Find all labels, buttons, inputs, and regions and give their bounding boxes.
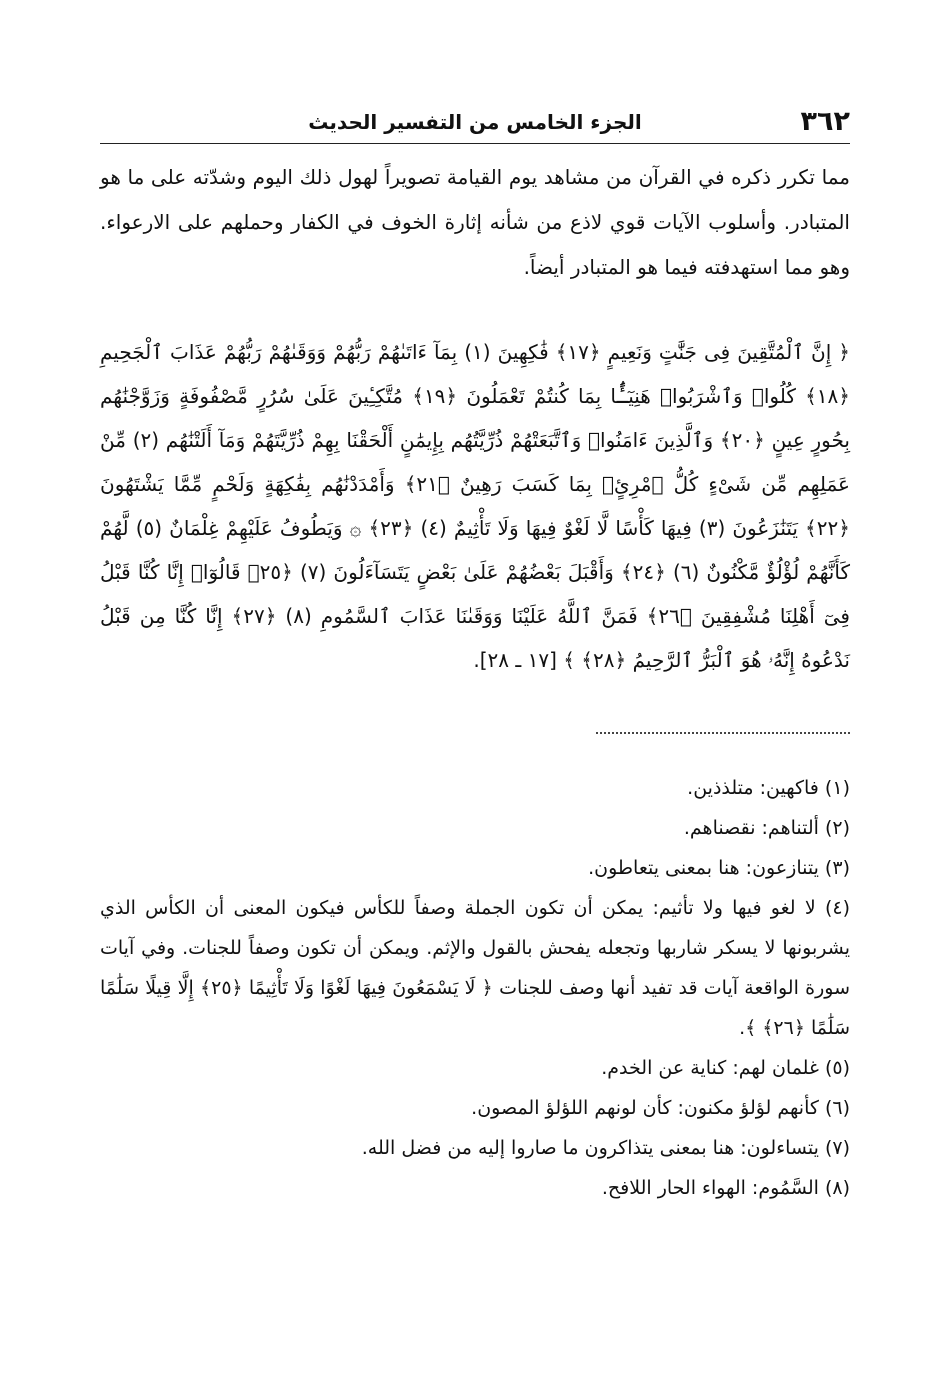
- intro-paragraph: مما تكرر ذكره في القرآن من مشاهد يوم القيامة تصويراً لهول ذلك اليوم وشدّته على ما هو المتبادر. وأسلوب الآيات قوي لاذع من شأنه إثارة الخوف في الكفار وحملهم على الارعواء. وهو مما استهدفته فيما هو المتبادر أيضاً.: [100, 165, 850, 279]
- quran-passage: [100, 330, 850, 682]
- footnote-2: (٢) ألتناهم: نقصناهم.: [683, 817, 850, 839]
- running-title: الجزء الخامس من التفسير الحديث: [308, 110, 642, 134]
- page-header: [100, 106, 850, 142]
- page-number: ٣٦٢: [800, 106, 850, 137]
- footnote-6: (٦) كأنهم لؤلؤ مكنون: كأن لونهم اللؤلؤ المصون.: [471, 1097, 850, 1119]
- quran-verses: ﴿ إِنَّ ٱلْمُتَّقِينَ فِى جَنَّٰتٍ وَنَعِيمٍ ﴿١٧﴾ فَٰكِهِينَ (١) بِمَآ ءَاتَىٰهُمْ رَبُّهُمْ وَوَقَىٰهُمْ رَبُّهُمْ عَذَابَ ٱلْجَحِيمِ ﴿١٨﴾ كُلُوا۟ وَٱشْرَبُوا۟ هَنِيٓـًٔۢا بِمَا كُنتُمْ تَعْمَلُونَ ﴿١٩﴾ مُتَّكِـِٔينَ عَلَىٰ سُرُرٍ مَّصْفُوفَةٍ وَزَوَّجْنَٰهُم بِحُورٍ عِينٍ ﴿٢٠﴾ وَٱلَّذِينَ ءَامَنُوا۟ وَٱتَّبَعَتْهُمْ ذُرِّيَّتُهُم بِإِيمَٰنٍ أَلْحَقْنَا بِهِمْ ذُرِّيَّتَهُمْ وَمَآ أَلَتْنَٰهُم (٢) مِّنْ عَمَلِهِم مِّن شَىْءٍ كُلُّ ٱمْرِئٍۭ بِمَا كَسَبَ رَهِينٌ ﴿٢١﴾ وَأَمْدَدْنَٰهُم بِفَٰكِهَةٍ وَلَحْمٍ مِّمَّا يَشْتَهُونَ ﴿٢٢﴾ يَتَنَٰزَعُونَ (٣) فِيهَا كَأْسًا لَّا لَغْوٌ فِيهَا وَلَا تَأْثِيمٌ (٤) ﴿٢٣﴾ ۞ وَيَطُوفُ عَلَيْهِمْ غِلْمَانٌ (٥) لَّهُمْ كَأَنَّهُمْ لُؤْلُؤٌ مَّكْنُونٌ (٦) ﴿٢٤﴾ وَأَقْبَلَ بَعْضُهُمْ عَلَىٰ بَعْضٍ يَتَسَآءَلُونَ (٧) ﴿٢٥﴾ قَالُوٓا۟ إِنَّا كُنَّا قَبْلُ فِىٓ أَهْلِنَا مُشْفِقِينَ ﴿٢٦﴾ فَمَنَّ ٱللَّهُ عَلَيْنَا وَوَقَىٰنَا عَذَابَ ٱلسَّمُومِ (٨) ﴿٢٧﴾ إِنَّا كُنَّا مِن قَبْلُ نَدْعُوهُ إِنَّهُۥ هُوَ ٱلْبَرُّ ٱلرَّحِيمُ ﴿٢٨﴾ ﴾: [100, 340, 850, 672]
- footnote-separator: [596, 732, 850, 734]
- footnote-4: (٤) لا لغو فيها ولا تأثيم: يمكن أن تكون الجملة وصفاً للكأس فيكون المعنى أن الكأس الذي يشربونها لا يسكر شاربها وتجعله يفحش بالقول والإثم. ويمكن أن تكون وصفاً للجنات. وفي آيات سورة الواقعة آيات قد تفيد أنها وصف للجنات ﴿ لَا يَسْمَعُونَ فِيهَا لَغْوًا وَلَا تَأْثِيمًا ﴿٢٥﴾ إِلَّا قِيلًا سَلَٰمًا سَلَٰمًا ﴿٢٦﴾ ﴾.: [100, 897, 850, 1039]
- footnote-5: (٥) غلمان لهم: كناية عن الخدم.: [601, 1057, 850, 1079]
- verse-range: [١٧ ـ ٢٨].: [473, 648, 557, 672]
- footnote-3: (٣) يتنازعون: هنا بمعنى يتعاطون.: [588, 857, 850, 879]
- footnote-8: (٨) السَّمُوم: الهواء الحار اللافح.: [601, 1177, 850, 1199]
- footnote-7: (٧) يتساءلون: هنا بمعنى يتذاكرون ما صاروا إليه من فضل الله.: [361, 1137, 850, 1159]
- header-rule: [100, 143, 850, 144]
- footnotes-list: [100, 768, 850, 1208]
- footnote-1: (١) فاكهين: متلذذين.: [687, 777, 850, 799]
